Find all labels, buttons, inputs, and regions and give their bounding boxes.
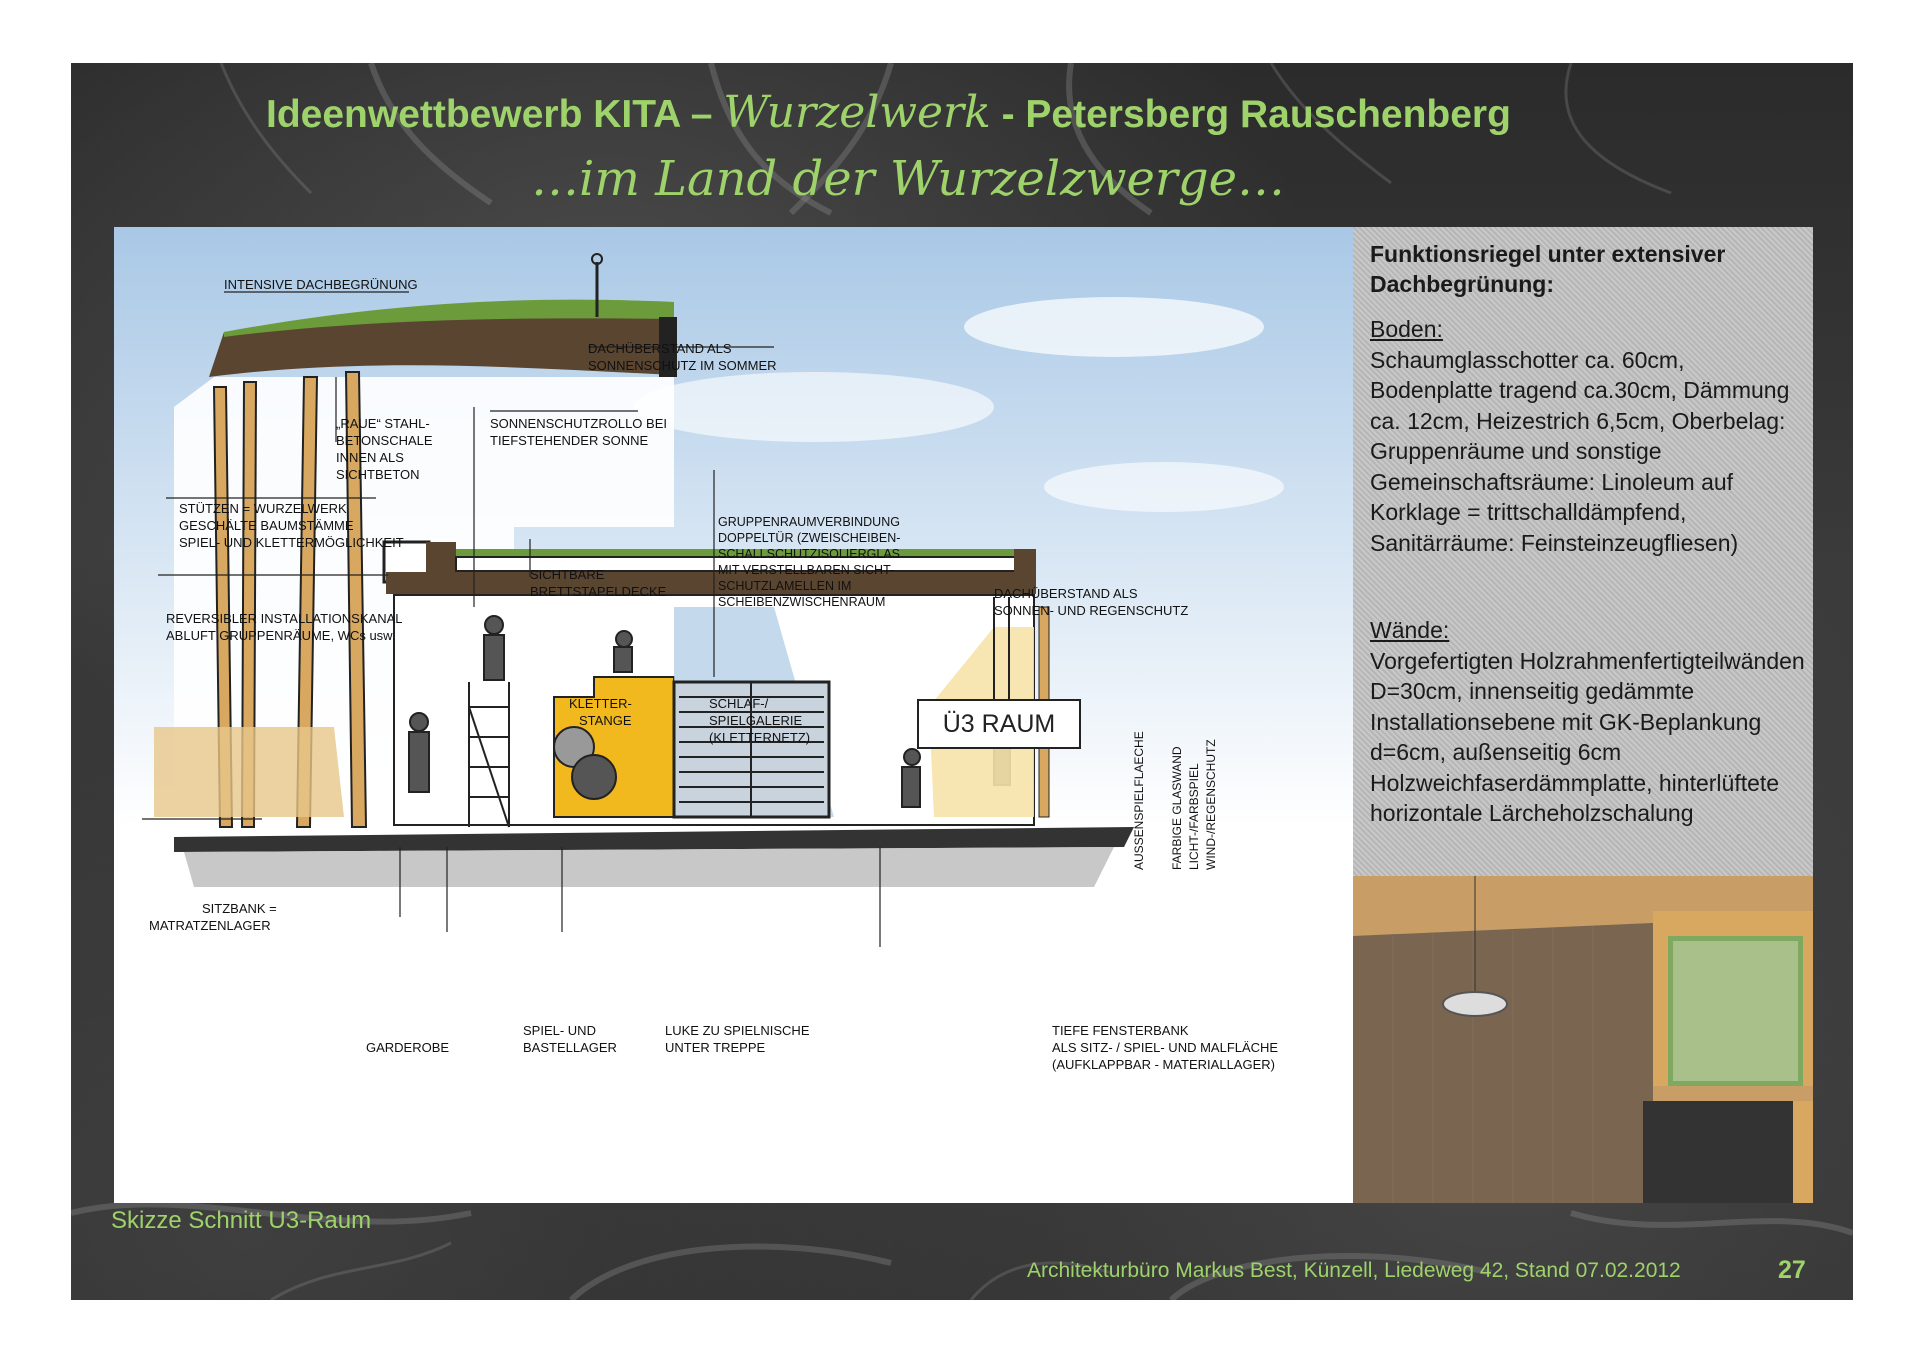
label-luke-2: UNTER TREPPE bbox=[665, 1040, 766, 1055]
label-schlaf-1: SCHLAF-/ bbox=[709, 696, 769, 711]
bench-area bbox=[154, 727, 344, 817]
label-luke-1: LUKE ZU SPIELNISCHE bbox=[665, 1023, 810, 1038]
panel-section-boden bbox=[1370, 314, 1810, 558]
label-garderobe: GARDEROBE bbox=[366, 1040, 450, 1055]
label-gruppen-4: MIT VERSTELLBAREN SICHT- bbox=[718, 563, 895, 577]
label-sichtbare-2: BRETTSTAPELDECKE bbox=[530, 584, 667, 599]
label-raue-3: INNEN ALS bbox=[336, 450, 404, 465]
label-sitzbank-1: SITZBANK = bbox=[202, 901, 277, 916]
label-fenster-2: ALS SITZ- / SPIEL- UND MALFLÄCHE bbox=[1052, 1040, 1279, 1055]
label-stuetzen-3: SPIEL- UND KLETTERMÖGLICHKEIT bbox=[179, 535, 404, 550]
label-gruppen-5: SCHUTZLAMELLEN IM bbox=[718, 579, 852, 593]
label-overhang-rain-1: DACHÜBERSTAND ALS bbox=[994, 586, 1138, 601]
waende-text: Vorgefertigten Holzrahmenfertigteilwänden D=30cm, innenseitig gedämmte Installationsebene mit GK-Beplankung d=6cm, außenseitig 6cm Holzweichfaserdämmplatte, hinterlüftete horizontale Lärcheholzschalung bbox=[1370, 647, 1805, 826]
label-reversibler-2: ABLUFT GRUPPENRÄUME, WCs usw. bbox=[166, 628, 396, 643]
footer-credit: Architekturbüro Markus Best, Künzell, Liedeweg 42, Stand 07.02.2012 bbox=[1027, 1259, 1681, 1282]
room-label-u3: Ü3 RAUM bbox=[917, 699, 1081, 749]
label-rollo-1: SONNENSCHUTZROLLO BEI bbox=[490, 416, 667, 431]
interior-photo bbox=[1353, 876, 1813, 1203]
label-spiel-1: SPIEL- UND bbox=[523, 1023, 596, 1038]
cloud bbox=[1044, 462, 1284, 512]
label-raue-2: BETONSCHALE bbox=[336, 433, 433, 448]
label-sitzbank-2: MATRATZENLAGER bbox=[149, 918, 271, 933]
slide bbox=[71, 63, 1853, 1300]
label-schlaf-2: SPIELGALERIE bbox=[709, 713, 803, 728]
label-fenster-1: TIEFE FENSTERBANK bbox=[1052, 1023, 1189, 1038]
boden-title: Boden: bbox=[1370, 316, 1443, 342]
label-reversibler-1: REVERSIBLER INSTALLATIONSKANAL bbox=[166, 611, 403, 626]
page-subtitle: …im Land der Wurzelzwerge… bbox=[531, 151, 1286, 207]
title-suffix: - Petersberg Rauschenberg bbox=[990, 93, 1511, 136]
page-title bbox=[266, 87, 1666, 138]
label-overhang-summer-2: SONNENSCHUTZ IM SOMMER bbox=[588, 358, 777, 373]
title-prefix: Ideenwettbewerb KITA – bbox=[266, 93, 724, 136]
label-schlaf-3: (KLETTERNETZ) bbox=[709, 730, 811, 745]
title-script-word: Wurzelwerk bbox=[723, 87, 991, 138]
section-sketch bbox=[114, 227, 1353, 1203]
label-kletter-2: STANGE bbox=[579, 713, 632, 728]
label-gruppen-3: SCHALLSCHUTZISOLIERGLAS bbox=[718, 547, 900, 561]
figure-caption: Skizze Schnitt U3-Raum bbox=[111, 1207, 372, 1234]
description-panel bbox=[1353, 227, 1813, 876]
label-fenster-3: (AUFKLAPPBAR - MATERIALLAGER) bbox=[1052, 1057, 1275, 1072]
label-stuetzen-1: STÜTZEN = WURZELWERK bbox=[179, 501, 347, 516]
label-kletter-1: KLETTER- bbox=[569, 696, 632, 711]
label-overhang-summer-1: DACHÜBERSTAND ALS bbox=[588, 341, 732, 356]
label-spiel-2: BASTELLAGER bbox=[523, 1040, 617, 1055]
label-intensive-roof: INTENSIVE DACHBEGRÜNUNG bbox=[224, 277, 418, 292]
waende-title: Wände: bbox=[1370, 617, 1450, 643]
label-gruppen-1: GRUPPENRAUMVERBINDUNG bbox=[718, 515, 900, 529]
label-glaswand-1: FARBIGE GLASWAND bbox=[1170, 746, 1184, 870]
label-stuetzen-2: GESCHÄLTE BAUMSTÄMME bbox=[179, 518, 354, 533]
label-raue-4: SICHTBETON bbox=[336, 467, 420, 482]
label-rollo-2: TIEFSTEHENDER SONNE bbox=[490, 433, 649, 448]
label-gruppen-2: DOPPELTÜR (ZWEISCHEIBEN- bbox=[718, 531, 901, 545]
boden-text: Schaumglasschotter ca. 60cm, Bodenplatte tragend ca.30cm, Dämmung ca. 12cm, Heizestrich 6,5cm, Oberbelag: Gruppenräume und sonstige Gemeinschaftsräume: Linoleum auf Korklage = trittschalldämpfend, Sanitärräume: Feinsteinzeugfliesen) bbox=[1370, 346, 1790, 556]
porthole bbox=[572, 755, 616, 799]
label-gruppen-6: SCHEIBENZWISCHENRAUM bbox=[718, 595, 886, 609]
panel-heading: Funktionsriegel unter extensiver Dachbegrünung: bbox=[1370, 241, 1726, 297]
label-glaswand-2: LICHT-/FARBSPIEL bbox=[1187, 763, 1201, 870]
label-raue-1: „RAUE“ STAHL- bbox=[336, 416, 430, 431]
panel-section-waende bbox=[1370, 615, 1810, 829]
cloud bbox=[964, 297, 1264, 357]
page-number: 27 bbox=[1778, 1256, 1806, 1284]
cloud bbox=[634, 372, 994, 442]
label-overhang-rain-2: SONNEN- UND REGENSCHUTZ bbox=[994, 603, 1189, 618]
roof-slab bbox=[386, 572, 1036, 594]
interior-photo-drawing bbox=[1353, 876, 1813, 1203]
label-sichtbare-1: SICHTBARE bbox=[530, 567, 605, 582]
foundation-gravel bbox=[184, 847, 1114, 887]
label-glaswand-3: WIND-/REGENSCHUTZ bbox=[1204, 739, 1218, 870]
label-aussenspielflaeche: AUSSENSPIELFLAECHE bbox=[1132, 731, 1146, 870]
